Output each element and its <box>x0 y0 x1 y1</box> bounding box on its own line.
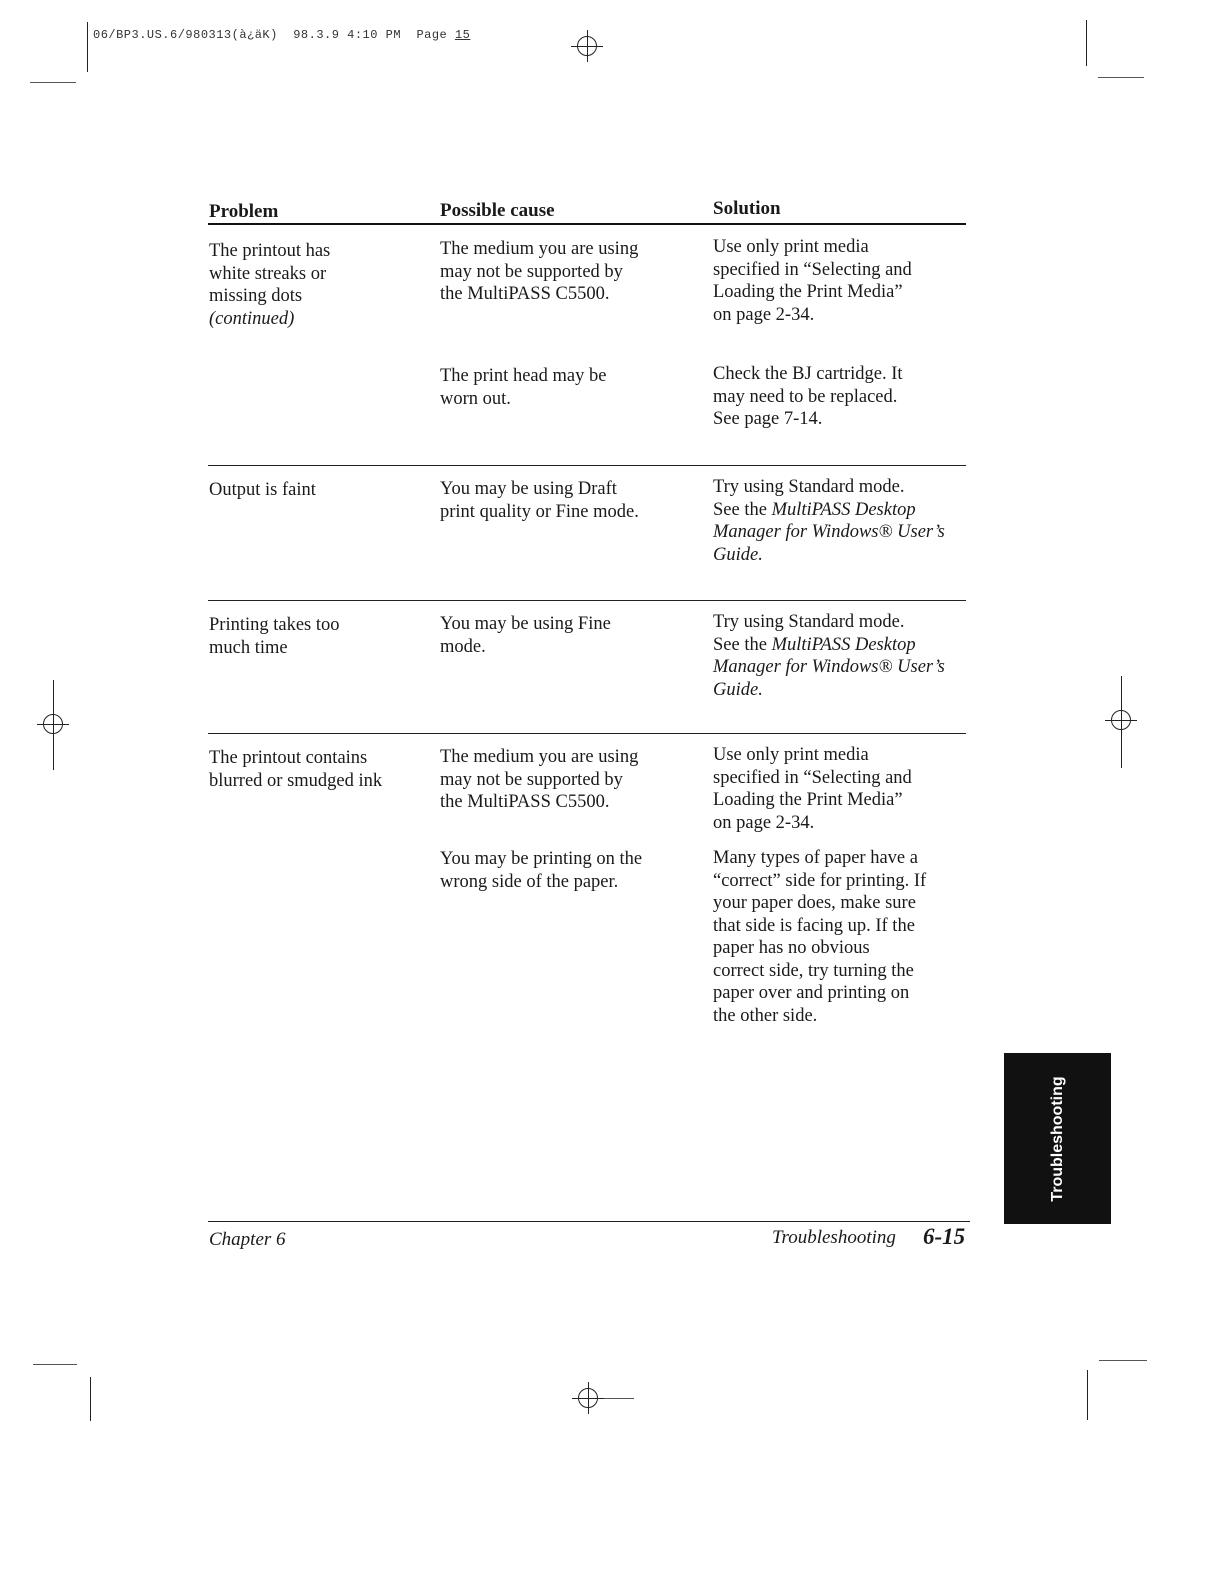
header-possible-cause: Possible cause <box>440 200 555 221</box>
page-number: 6-15 <box>923 1224 966 1249</box>
row-divider <box>208 733 966 734</box>
print-slug <box>93 28 470 42</box>
crop-mark <box>1086 20 1087 66</box>
solution-use-specified-media: Use only print media specified in “Selecting and Loading the Print Media” on page 2-34. <box>713 745 912 833</box>
section-thumb-tab-label: Troubleshooting <box>1048 1075 1066 1202</box>
crop-mark <box>87 22 88 72</box>
header-rule <box>208 223 966 225</box>
solution-use-specified-media: Use only print media specified in “Selecting and Loading the Print Media” on page 2-34. <box>713 237 912 325</box>
cause-draft-or-fine: You may be using Draft print quality or Fine mode. <box>440 479 639 522</box>
row-divider <box>208 600 966 601</box>
cause-unsupported-medium: The medium you are using may not be supported by the MultiPASS C5500. <box>440 747 639 812</box>
crop-mark <box>1098 77 1144 78</box>
solution-standard-mode: Try using Standard mode. See the MultiPASS Desktop Manager for Windows® User’s Guide. <box>713 477 945 565</box>
slug-page: 15 <box>454 28 471 42</box>
crop-mark <box>1087 1370 1088 1420</box>
crop-mark <box>604 1398 634 1399</box>
solution-standard-mode: Try using Standard mode. See the MultiPASS Desktop Manager for Windows® User’s Guide. <box>713 612 945 700</box>
footer-chapter: Chapter 6 <box>209 1229 286 1250</box>
cause-unsupported-medium: The medium you are using may not be supported by the MultiPASS C5500. <box>440 239 639 304</box>
footer-section: Troubleshooting <box>772 1227 896 1248</box>
crop-mark <box>30 82 76 83</box>
slug-text: 06/BP3.US.6/980313(à¿äK) 98.3.9 4:10 PM Page <box>93 28 455 42</box>
crop-mark <box>1121 676 1122 768</box>
problem-blurred-ink: The printout contains blurred or smudged ink <box>209 748 383 791</box>
crop-mark <box>90 1377 91 1421</box>
crop-mark <box>33 1364 77 1365</box>
problem-printing-slow: Printing takes too much time <box>209 615 340 658</box>
solution-correct-side: Many types of paper have a “correct” side for printing. If your paper does, make sure that side is facing up. If the paper has no obvious correct side, try turning the paper over and printing on the other side. <box>713 848 927 1026</box>
registration-mark <box>572 1382 604 1414</box>
solution-check-cartridge: Check the BJ cartridge. It may need to be replaced. See page 7-14. <box>713 364 903 429</box>
section-thumb-tab <box>1004 1053 1111 1224</box>
registration-mark <box>571 30 603 62</box>
crop-mark <box>1099 1360 1147 1361</box>
continued-note: (continued) <box>209 308 295 329</box>
cause-fine-mode: You may be using Fine mode. <box>440 614 611 657</box>
cause-print-head-worn: The print head may be worn out. <box>440 366 607 409</box>
footer-rule <box>208 1221 970 1222</box>
row-divider <box>208 465 966 466</box>
header-problem: Problem <box>209 201 279 222</box>
problem-output-faint: Output is faint <box>209 480 316 500</box>
cause-wrong-side: You may be printing on the wrong side of the paper. <box>440 849 643 892</box>
crop-mark <box>53 680 54 770</box>
header-solution: Solution <box>713 198 781 219</box>
problem-white-streaks: The printout has white streaks or missing dots (continued) <box>209 241 331 329</box>
